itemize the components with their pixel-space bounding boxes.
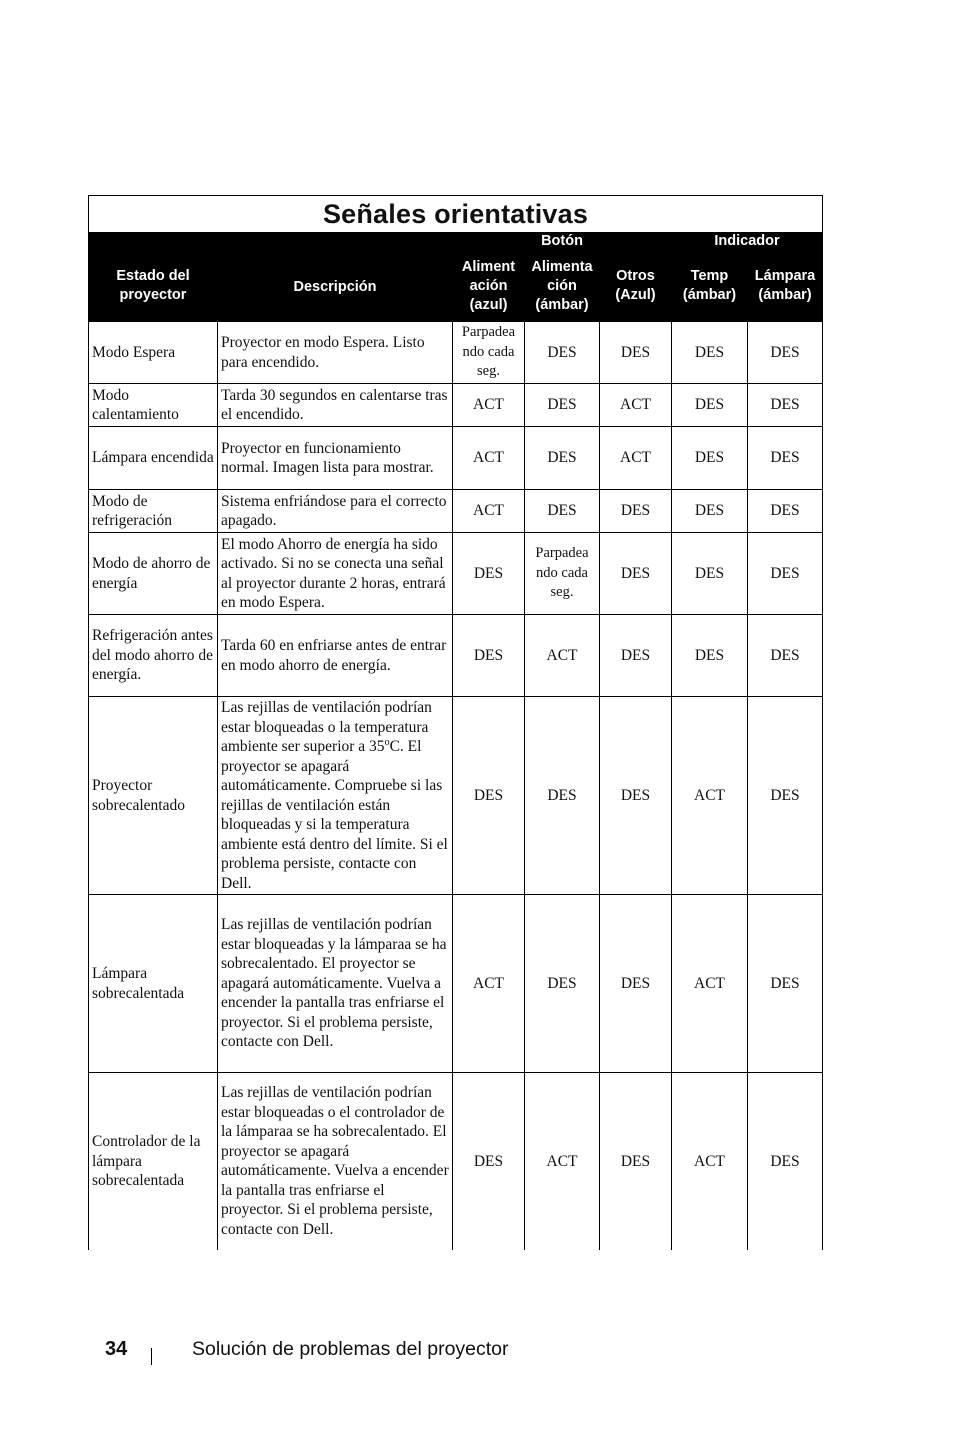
value-cell: DES — [748, 533, 823, 615]
value-cell: DES — [748, 615, 823, 697]
value-cell: DES — [600, 490, 672, 533]
table-row — [89, 615, 823, 697]
value-cell: DES — [600, 322, 672, 384]
value-cell: DES — [748, 384, 823, 427]
value-cell: DES — [672, 322, 748, 384]
value-cell: ACT — [453, 427, 525, 490]
footer-divider — [151, 1348, 152, 1365]
value-cell: ACT — [453, 490, 525, 533]
value-cell: ACT — [600, 427, 672, 490]
table-row — [89, 697, 823, 895]
value-cell: ACT — [525, 615, 600, 697]
table-row — [89, 490, 823, 533]
value-cell: DES — [525, 427, 600, 490]
header-spacer — [453, 232, 525, 251]
state-cell: Refrigeración antes del modo ahorro de energía. — [89, 615, 218, 697]
value-cell: ACT — [672, 697, 748, 895]
value-cell: DES — [525, 697, 600, 895]
value-cell: DES — [600, 533, 672, 615]
value-cell: DES — [672, 615, 748, 697]
guide-signals-table-container — [88, 195, 822, 1250]
table-row — [89, 322, 823, 384]
value-cell: DES — [600, 697, 672, 895]
value-cell: DES — [748, 1073, 823, 1250]
column-header-power-amber: Alimenta ción (ámbar) — [525, 251, 600, 322]
description-cell: Proyector en funcionamiento normal. Imagen lista para mostrar. — [218, 427, 453, 490]
state-cell: Proyector sobrecalentado — [89, 697, 218, 895]
description-cell: Proyector en modo Espera. Listo para encendido. — [218, 322, 453, 384]
value-cell: DES — [672, 384, 748, 427]
table-title: Señales orientativas — [89, 196, 823, 233]
guide-signals-table — [88, 195, 823, 1250]
column-header-state: Estado del proyector — [89, 251, 218, 322]
state-cell: Controlador de la lámpara sobrecalentada — [89, 1073, 218, 1250]
value-cell: DES — [748, 490, 823, 533]
column-header-lamp-amber: Lámpara (ámbar) — [748, 251, 823, 322]
footer-section-title: Solución de problemas del proyector — [192, 1338, 509, 1360]
table-row — [89, 895, 823, 1073]
description-text-end: C. El proyector se apagará automáticamente. Compruebe si las rejillas de ventilación están bloqueadas y si la temperatura ambiente está dentro del límite. Si el problema persiste, contacte con Dell. — [221, 738, 448, 892]
table-row — [89, 384, 823, 427]
value-cell: ACT — [600, 384, 672, 427]
value-cell: ACT — [525, 1073, 600, 1250]
value-cell: DES — [672, 427, 748, 490]
state-cell: Lámpara encendida — [89, 427, 218, 490]
value-cell: DES — [453, 533, 525, 615]
column-header-temp-amber: Temp (ámbar) — [672, 251, 748, 322]
value-cell: DES — [748, 697, 823, 895]
state-cell: Lámpara sobrecalentada — [89, 895, 218, 1073]
value-cell: DES — [525, 895, 600, 1073]
description-cell: Tarda 30 segundos en calentarse tras el encendido. — [218, 384, 453, 427]
value-cell: DES — [525, 384, 600, 427]
value-cell: DES — [672, 533, 748, 615]
value-cell: DES — [453, 615, 525, 697]
value-cell: ACT — [672, 895, 748, 1073]
table-row — [89, 533, 823, 615]
column-header-power-blue: Aliment ación (azul) — [453, 251, 525, 322]
header-group-indicator: Indicador — [672, 232, 823, 251]
description-cell: Sistema enfriándose para el correcto apagado. — [218, 490, 453, 533]
state-cell: Modo calentamiento — [89, 384, 218, 427]
value-cell: Parpadea ndo cada seg. — [525, 533, 600, 615]
value-cell: ACT — [672, 1073, 748, 1250]
value-cell: DES — [600, 615, 672, 697]
value-cell: DES — [748, 427, 823, 490]
degree-superscript: o — [384, 737, 390, 748]
value-cell: DES — [453, 1073, 525, 1250]
header-spacer — [218, 232, 453, 251]
description-cell — [218, 697, 453, 895]
state-cell: Modo de refrigeración — [89, 490, 218, 533]
value-cell: DES — [525, 490, 600, 533]
state-cell: Modo Espera — [89, 322, 218, 384]
column-header-description: Descripción — [218, 251, 453, 322]
value-cell: DES — [525, 322, 600, 384]
header-group-buttons: Botón — [525, 232, 600, 251]
value-cell: DES — [672, 490, 748, 533]
description-text-start: Las rejillas de ventilación podrían estar bloqueadas o la temperatura ambiente ser superior a 35 — [221, 699, 432, 755]
value-cell: ACT — [453, 384, 525, 427]
description-cell: Tarda 60 en enfriarse antes de entrar en modo ahorro de energía. — [218, 615, 453, 697]
description-cell: El modo Ahorro de energía ha sido activado. Si no se conecta una señal al proyector durante 2 horas, entrará en modo Espera. — [218, 533, 453, 615]
value-cell: Parpadea ndo cada seg. — [453, 322, 525, 384]
value-cell: DES — [748, 895, 823, 1073]
table-row — [89, 427, 823, 490]
header-spacer — [600, 232, 672, 251]
value-cell: DES — [453, 697, 525, 895]
header-spacer — [89, 232, 218, 251]
description-cell: Las rejillas de ventilación podrían estar bloqueadas y la lámparaa se ha sobrecalentado. El proyector se apagará automáticamente. Vuelva a encender la pantalla tras enfriarse el proyector. Si el problema persiste, contacte con Dell. — [218, 895, 453, 1073]
value-cell: ACT — [453, 895, 525, 1073]
value-cell: DES — [600, 1073, 672, 1250]
value-cell: DES — [600, 895, 672, 1073]
value-cell: DES — [748, 322, 823, 384]
table-row — [89, 1073, 823, 1250]
state-cell: Modo de ahorro de energía — [89, 533, 218, 615]
column-header-others-blue: Otros (Azul) — [600, 251, 672, 322]
description-cell: Las rejillas de ventilación podrían estar bloqueadas o el controlador de la lámparaa se ha sobrecalentado. El proyector se apagará automáticamente. Vuelva a encender la pantalla tras enfriarse el proyector. Si el problema persiste, contacte con Dell. — [218, 1073, 453, 1250]
page-number: 34 — [105, 1338, 128, 1360]
